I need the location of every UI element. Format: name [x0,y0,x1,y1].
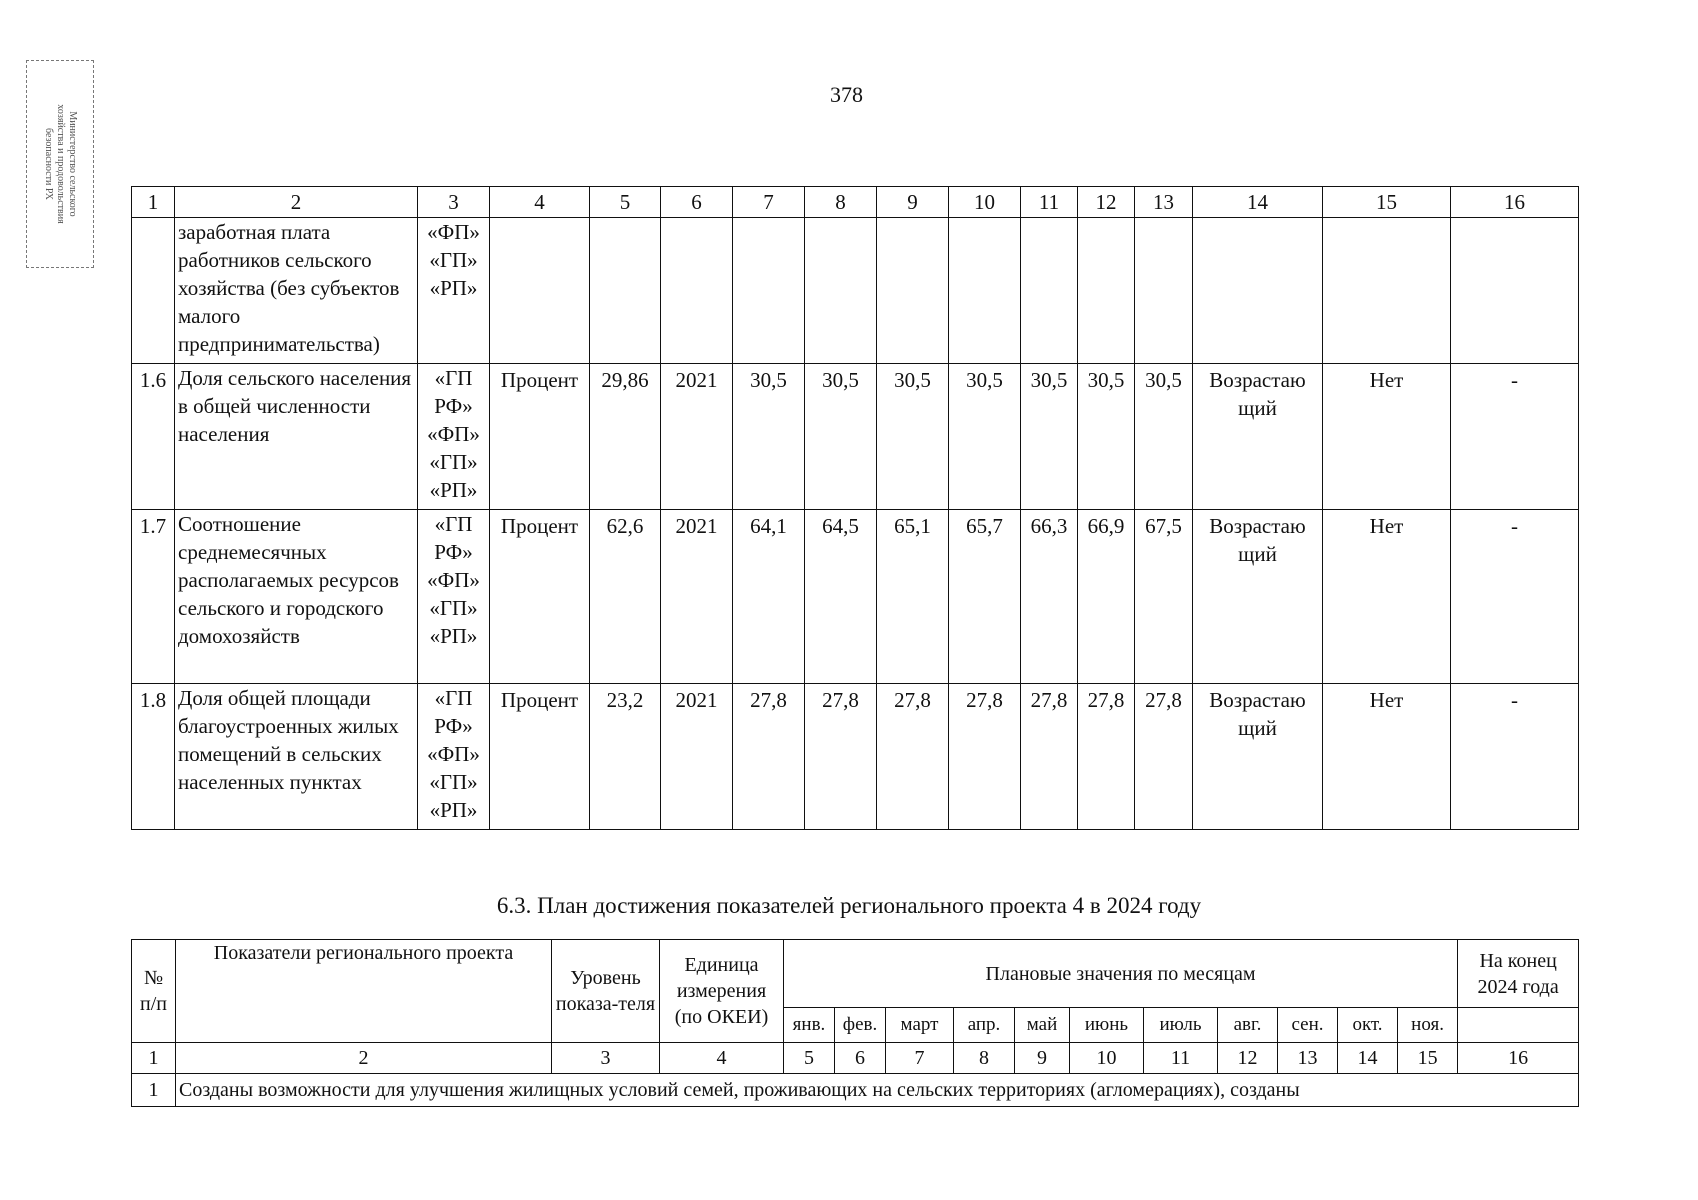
base-value: 23,2 [590,684,661,830]
column-numbers-row [132,1043,1579,1074]
col-indicators-header: Показатели регионального проекта [176,940,552,1043]
period-value [949,218,1021,364]
header-cell: 9 [877,187,949,218]
period-value: 66,9 [1078,510,1135,684]
level-label: «РП» [429,478,478,502]
page-number: 378 [830,82,863,107]
period-value: 27,8 [805,684,877,830]
header-cell: 6 [661,187,733,218]
base-year: 2021 [661,364,733,510]
level-cell [418,218,490,364]
period-value [1021,218,1078,364]
unit-cell: Процент [490,364,590,510]
table-header-row [132,187,1579,218]
period-value [1135,218,1193,364]
period-value: 30,5 [1078,364,1135,510]
row-number: 1 [132,1074,176,1107]
trend-cell: Возрастаю щий [1193,364,1323,510]
level-label: «ФП» [427,422,480,446]
level-label: «ГП» [429,248,478,272]
period-value: 27,8 [877,684,949,830]
period-value [805,218,877,364]
level-cell [418,364,490,510]
base-year: 2021 [661,684,733,830]
period-value [1078,218,1135,364]
base-value [590,218,661,364]
period-value: 64,1 [733,510,805,684]
trend-cell: Возрастаю щий [1193,684,1323,830]
period-value: 64,5 [805,510,877,684]
level-label: «ГП» [429,596,478,620]
period-value: 27,8 [1021,684,1078,830]
month-label: июль [1144,1008,1218,1043]
column-number: 4 [660,1043,784,1074]
indicators-table [131,186,1579,830]
table-row [132,510,1579,684]
header-cell: 12 [1078,187,1135,218]
header-cell: 11 [1021,187,1078,218]
column-number: 10 [1070,1043,1144,1074]
trend-cell: Возрастаю щий [1193,510,1323,684]
period-value: 27,8 [1135,684,1193,830]
stamp-line: хозяйства и продовольствия [55,104,66,224]
col-end-header: На конец 2024 года [1458,940,1579,1008]
level-label: «ФП» [427,220,480,244]
level-label: «ГП» [429,770,478,794]
month-label: июнь [1070,1008,1144,1043]
level-cell [418,684,490,830]
header-cell: 4 [490,187,590,218]
level-label: «ГП РФ» [434,686,473,738]
note-cell: - [1451,364,1579,510]
col-level-header: Уровень показа-теля [552,940,660,1043]
col-number-header: № п/п [132,940,176,1043]
month-label: сен. [1278,1008,1338,1043]
table-header-row [132,940,1579,1008]
note-cell: - [1451,510,1579,684]
header-cell: 3 [418,187,490,218]
header-cell: 15 [1323,187,1451,218]
header-cell: 7 [733,187,805,218]
column-number: 8 [954,1043,1015,1074]
row-number: 1.8 [132,684,175,830]
base-value: 62,6 [590,510,661,684]
month-label: янв. [784,1008,835,1043]
row-number: 1.6 [132,364,175,510]
flag-cell: Нет [1323,510,1451,684]
header-cell: 10 [949,187,1021,218]
level-label: «ФП» [427,568,480,592]
table-row [132,684,1579,830]
unit-cell: Процент [490,510,590,684]
indicator-name: Доля сельского населения в общей численности населения [175,364,418,510]
task-description: Созданы возможности для улучшения жилищных условий семей, проживающих на сельских территориях (агломерациях), созданы [176,1074,1579,1107]
header-cell: 14 [1193,187,1323,218]
column-number: 2 [176,1043,552,1074]
month-label: апр. [954,1008,1015,1043]
month-label: авг. [1218,1008,1278,1043]
month-label: окт. [1338,1008,1398,1043]
base-value: 29,86 [590,364,661,510]
month-label: май [1015,1008,1070,1043]
trend-cell [1193,218,1323,364]
period-value: 65,1 [877,510,949,684]
note-cell: - [1451,684,1579,830]
unit-cell: Процент [490,684,590,830]
column-number: 6 [835,1043,886,1074]
month-label: март [886,1008,954,1043]
level-label: «ФП» [427,742,480,766]
table-row [132,218,1579,364]
level-label: «РП» [429,798,478,822]
period-value [733,218,805,364]
period-value: 65,7 [949,510,1021,684]
column-number: 15 [1398,1043,1458,1074]
column-number: 16 [1458,1043,1579,1074]
period-value: 27,8 [733,684,805,830]
header-cell: 8 [805,187,877,218]
column-number: 12 [1218,1043,1278,1074]
indicator-name: Доля общей площади благоустроенных жилых помещений в сельских населенных пунктах [175,684,418,830]
column-number: 11 [1144,1043,1218,1074]
registration-stamp [26,60,94,268]
flag-cell: Нет [1323,364,1451,510]
period-value: 66,3 [1021,510,1078,684]
period-value [877,218,949,364]
header-cell: 16 [1451,187,1579,218]
period-value: 30,5 [949,364,1021,510]
note-cell [1451,218,1579,364]
flag-cell: Нет [1323,684,1451,830]
period-value: 67,5 [1135,510,1193,684]
stamp-line: безопасности РХ [43,128,54,200]
period-value: 30,5 [733,364,805,510]
header-cell: 1 [132,187,175,218]
row-number [132,218,175,364]
indicator-name: Соотношение среднемесячных располагаемых ресурсов сельского и городского домохозяйств [175,510,418,684]
flag-cell [1323,218,1451,364]
period-value: 27,8 [1078,684,1135,830]
column-number: 9 [1015,1043,1070,1074]
table-row [132,364,1579,510]
level-label: «ГП РФ» [434,366,473,418]
month-label: ноя. [1398,1008,1458,1043]
header-cell: 13 [1135,187,1193,218]
level-label: «РП» [429,624,478,648]
base-year [661,218,733,364]
table-row [132,1074,1579,1107]
col-plan-header: Плановые значения по месяцам [784,940,1458,1008]
period-value: 30,5 [877,364,949,510]
stamp-line: Министерство сельского [67,111,78,217]
column-number: 3 [552,1043,660,1074]
col-unit-header: Единица измерения (по ОКЕИ) [660,940,784,1043]
header-cell: 2 [175,187,418,218]
column-number: 7 [886,1043,954,1074]
unit-cell [490,218,590,364]
column-number: 13 [1278,1043,1338,1074]
section-title: 6.3. План достижения показателей регионального проекта 4 в 2024 году [496,893,1202,918]
row-number: 1.7 [132,510,175,684]
period-value: 30,5 [805,364,877,510]
header-cell: 5 [590,187,661,218]
base-year: 2021 [661,510,733,684]
period-value: 30,5 [1135,364,1193,510]
column-number: 14 [1338,1043,1398,1074]
level-cell [418,510,490,684]
empty-cell [1458,1008,1579,1043]
level-label: «РП» [429,276,478,300]
period-value: 27,8 [949,684,1021,830]
level-label: «ГП» [429,450,478,474]
period-value: 30,5 [1021,364,1078,510]
column-number: 5 [784,1043,835,1074]
level-label: «ГП РФ» [434,512,473,564]
indicator-name: заработная плата работников сельского хозяйства (без субъектов малого предпринимательства) [175,218,418,364]
column-number: 1 [132,1043,176,1074]
monthly-plan-table [131,939,1579,1107]
month-label: фев. [835,1008,886,1043]
